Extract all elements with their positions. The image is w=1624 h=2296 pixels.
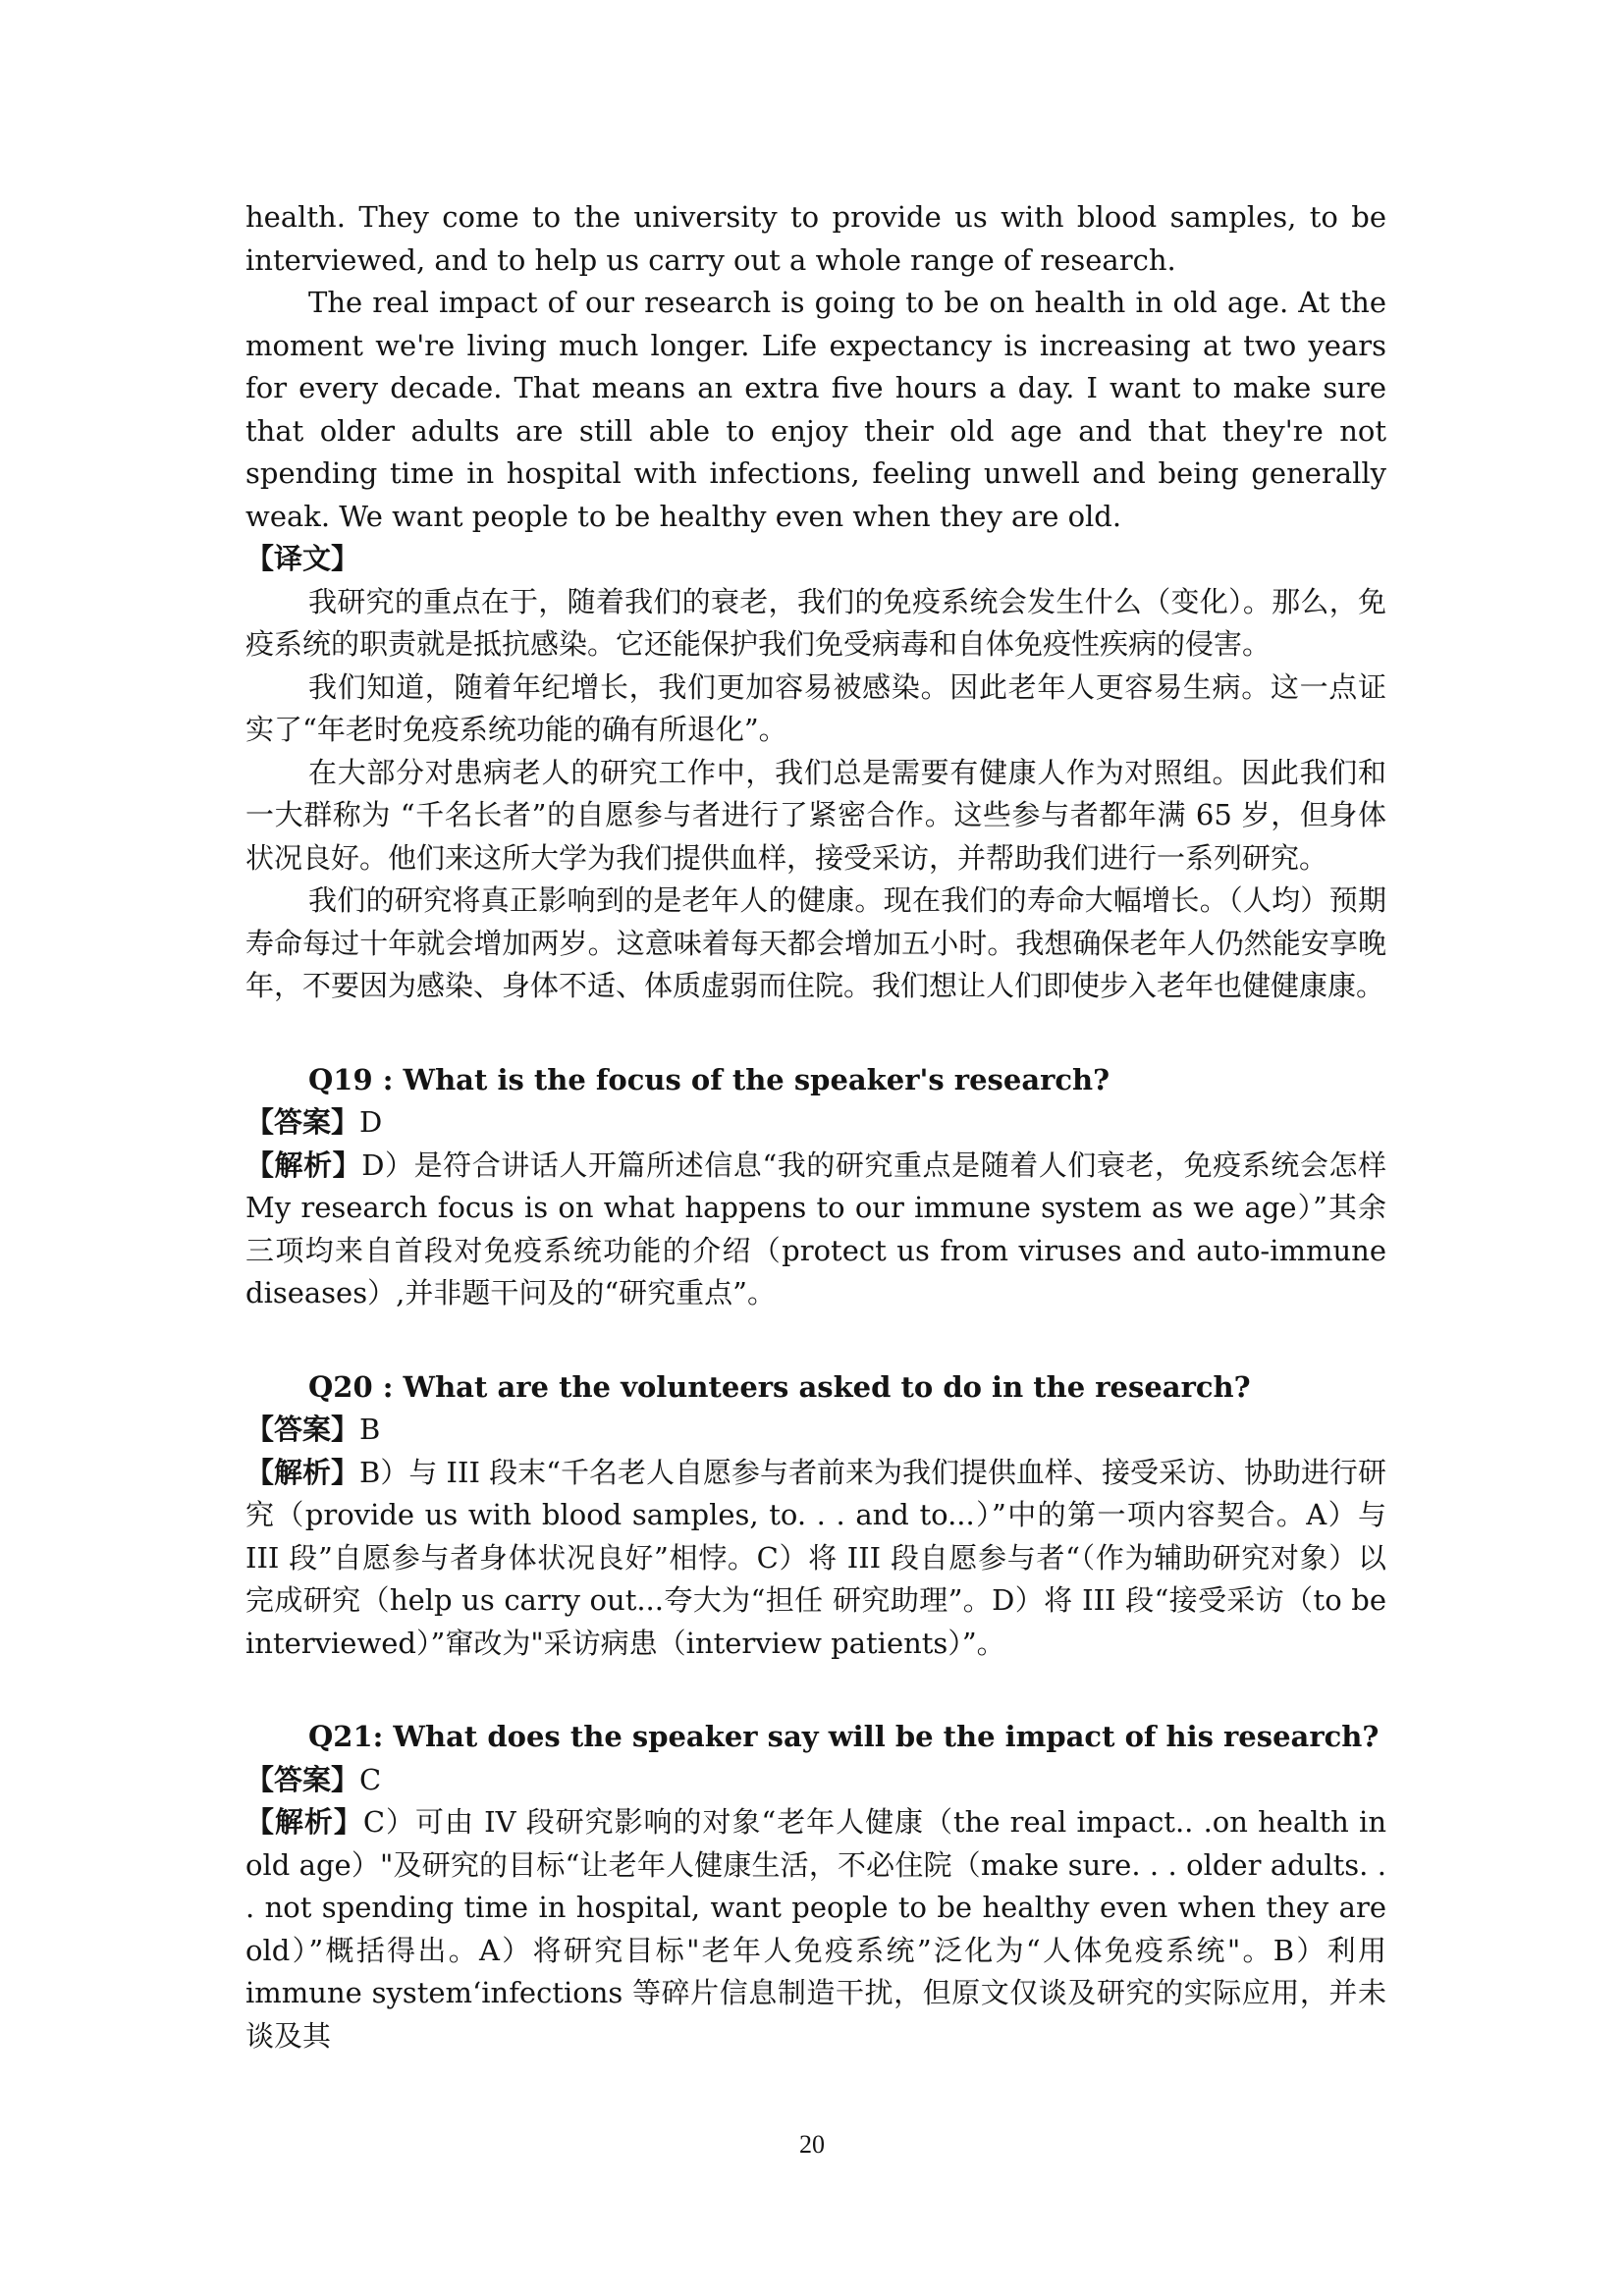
q19-question: Q19 : What is the focus of the speaker's research?: [308, 1062, 1110, 1096]
spacer: [245, 1665, 1386, 1716]
q20-answer: [245, 1409, 1386, 1452]
analysis-label: 【解析】: [245, 1148, 362, 1182]
english-paragraph-1: health. They come to the university to provide us with blood samples, to be interviewed, and to help us carry out a whole range of research.: [245, 200, 1386, 277]
answer-label: 【答案】: [245, 1762, 360, 1796]
q20-analysis: [245, 1452, 1386, 1666]
spacer: [245, 1315, 1386, 1366]
spacer: [245, 1008, 1386, 1059]
analysis-label: 【解析】: [245, 1455, 360, 1489]
analysis-label: 【解析】: [245, 1805, 363, 1839]
translation-heading: 【译文】: [245, 542, 360, 575]
answer-label: 【答案】: [245, 1105, 360, 1139]
q21-answer: [245, 1759, 1386, 1802]
analysis-text: D）是符合讲话人开篇所述信息“我的研究重点是随着人们衰老，免疫系统会怎样 My research focus is on what happens to our immune system as we age）”其余三项均来自首段对免疫系统功能的介绍（protect us from viruses and auto-immune diseases）,并非题干问及的“研究重点”。: [245, 1148, 1386, 1309]
translation-paragraph-3: 在大部分对患病老人的研究工作中，我们总是需要有健康人作为对照组。因此我们和一大群称为 “千名长者”的自愿参与者进行了紧密合作。这些参与者都年满 65 岁，但身体状况良好。他们来这所大学为我们提供血样，接受采访，并帮助我们进行一系列研究。: [245, 755, 1386, 875]
q21-question: Q21: What does the speaker say will be the impact of his research?: [308, 1720, 1380, 1753]
page-number: 20: [799, 2130, 825, 2159]
q19-analysis: [245, 1145, 1386, 1315]
translation-paragraph-2: 我们知道，随着年纪增长，我们更加容易被感染。因此老年人更容易生病。这一点证实了“年老时免疫系统功能的确有所退化”。: [245, 669, 1386, 746]
q21-analysis: [245, 1801, 1386, 2057]
answer-label: 【答案】: [245, 1413, 360, 1446]
answer-value: D: [359, 1105, 383, 1139]
q19-answer: [245, 1101, 1386, 1145]
q20-question: Q20 : What are the volunteers asked to do in the research?: [308, 1369, 1251, 1404]
analysis-text: C）可由 IV 段研究影响的对象“老年人健康（the real impact.. .on health in old age）"及研究的目标“让老年人健康生活，不必住院（make sure. . . older adults. . . not spending time in hospital, want people to be healthy even when they are old）”概括得出。A）将研究目标"老年人免疫系统”泛化为“人体免疫系统"。B）利用 immune system‘infections 等碎片信息制造干扰，但原文仅谈及研究的实际应用，并未谈及其: [245, 1805, 1386, 2053]
analysis-text: B）与 III 段末“千名老人自愿参与者前来为我们提供血样、接受采访、协助进行研究（provide us with blood samples, to. . . and to...）”中的第一项内容契合。A）与 III 段”自愿参与者身体状况良好”相悖。C）将 III 段自愿参与者“（作为辅助研究对象）以完成研究（help us carry out...夸大为“担任 研究助理”。D）将 III 段“接受采访（to be interviewed）”窜改为"采访病患（interview patients）”。: [245, 1455, 1386, 1660]
translation-paragraph-4: 我们的研究将真正影响到的是老年人的健康。现在我们的寿命大幅增长。（人均）预期寿命每过十年就会增加两岁。这意味着每天都会增加五小时。我想确保老年人仍然能安享晚年，不要因为感染、身体不适、体质虚弱而住院。我们想让人们即使步入老年也健健康康。: [245, 883, 1386, 1002]
page-body: [245, 196, 1386, 2057]
translation-paragraph-1: 我研究的重点在于，随着我们的衰老，我们的免疫系统会发生什么（变化）。那么，免疫系统的职责就是抵抗感染。它还能保护我们免受病毒和自体免疫性疾病的侵害。: [245, 584, 1386, 661]
answer-value: C: [359, 1762, 382, 1796]
answer-value: B: [359, 1413, 381, 1446]
english-paragraph-2: The real impact of our research is going to be on health in old age. At the moment we're living much longer. Life expectancy is increasing at two years for every decade. That means an extra five hours a day. I want to make sure that older adults are still able to enjoy their old age and that they're not spending time in hospital with infections, feeling unwell and being generally weak. We want people to be healthy even when they are old.: [245, 286, 1386, 533]
